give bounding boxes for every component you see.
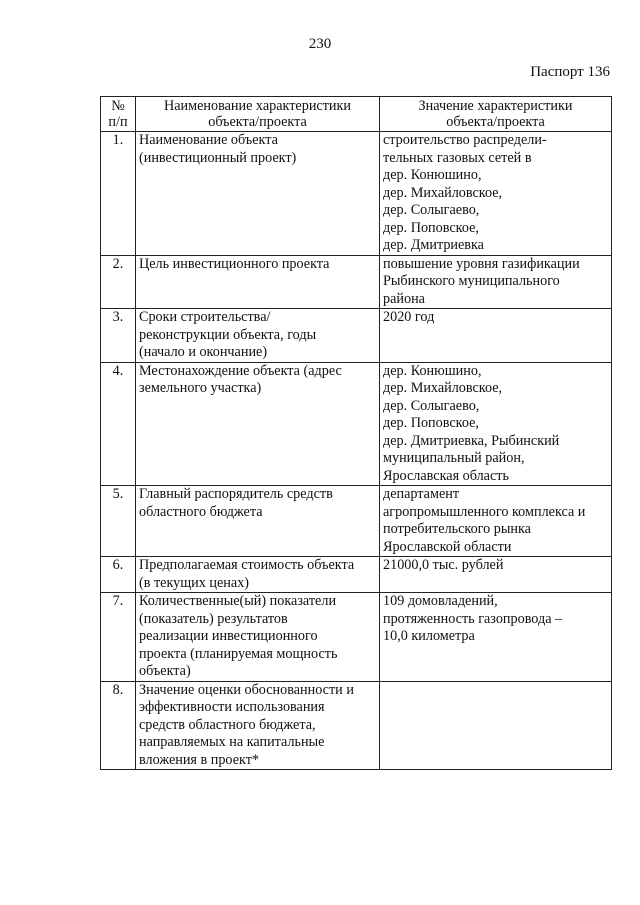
row-number: 8. <box>101 681 136 770</box>
table-row <box>101 132 612 256</box>
passport-label: Паспорт 136 <box>530 64 610 80</box>
row-number: 6. <box>101 557 136 593</box>
row-name: Наименование объекта (инвестиционный проект) <box>136 132 380 256</box>
table-row <box>101 255 612 309</box>
row-value: 2020 год <box>380 309 612 363</box>
row-number: 3. <box>101 309 136 363</box>
table-row <box>101 681 612 770</box>
header-characteristic-name: Наименование характеристики объекта/проекта <box>136 97 380 132</box>
row-name: Значение оценки обоснованности и эффективности использования средств областного бюджета, направляемых на капитальные вложения в проект* <box>136 681 380 770</box>
table-row <box>101 557 612 593</box>
table-row <box>101 362 612 486</box>
row-value: повышение уровня газификации Рыбинского муниципального района <box>380 255 612 309</box>
row-name: Местонахождение объекта (адрес земельного участка) <box>136 362 380 486</box>
row-name: Главный распорядитель средств областного бюджета <box>136 486 380 557</box>
header-characteristic-value: Значение характеристики объекта/проекта <box>380 97 612 132</box>
row-number: 7. <box>101 593 136 682</box>
row-number: 4. <box>101 362 136 486</box>
row-number: 5. <box>101 486 136 557</box>
row-value: 21000,0 тыс. рублей <box>380 557 612 593</box>
table-row <box>101 309 612 363</box>
row-number: 1. <box>101 132 136 256</box>
row-value: дер. Конюшино, дер. Михайловское, дер. Солыгаево, дер. Поповское, дер. Дмитриевка, Рыбинский муниципальный район, Ярославская область <box>380 362 612 486</box>
row-value: департамент агропромышленного комплекса и потребительского рынка Ярославской области <box>380 486 612 557</box>
page-number: 230 <box>308 36 332 52</box>
row-number: 2. <box>101 255 136 309</box>
row-value <box>380 681 612 770</box>
table-header-row <box>101 97 612 132</box>
header-number: № п/п <box>101 97 136 132</box>
passport-table <box>100 96 612 770</box>
row-name: Цель инвестиционного проекта <box>136 255 380 309</box>
row-name: Сроки строительства/ реконструкции объекта, годы (начало и окончание) <box>136 309 380 363</box>
table-row <box>101 486 612 557</box>
row-name: Предполагаемая стоимость объекта (в текущих ценах) <box>136 557 380 593</box>
row-value: строительство распредели- тельных газовых сетей в дер. Конюшино, дер. Михайловское, дер. Солыгаево, дер. Поповское, дер. Дмитриевка <box>380 132 612 256</box>
row-name: Количественные(ый) показатели (показатель) результатов реализации инвестиционного проекта (планируемая мощность объекта) <box>136 593 380 682</box>
row-value: 109 домовладений, протяженность газопровода – 10,0 километра <box>380 593 612 682</box>
table-row <box>101 593 612 682</box>
